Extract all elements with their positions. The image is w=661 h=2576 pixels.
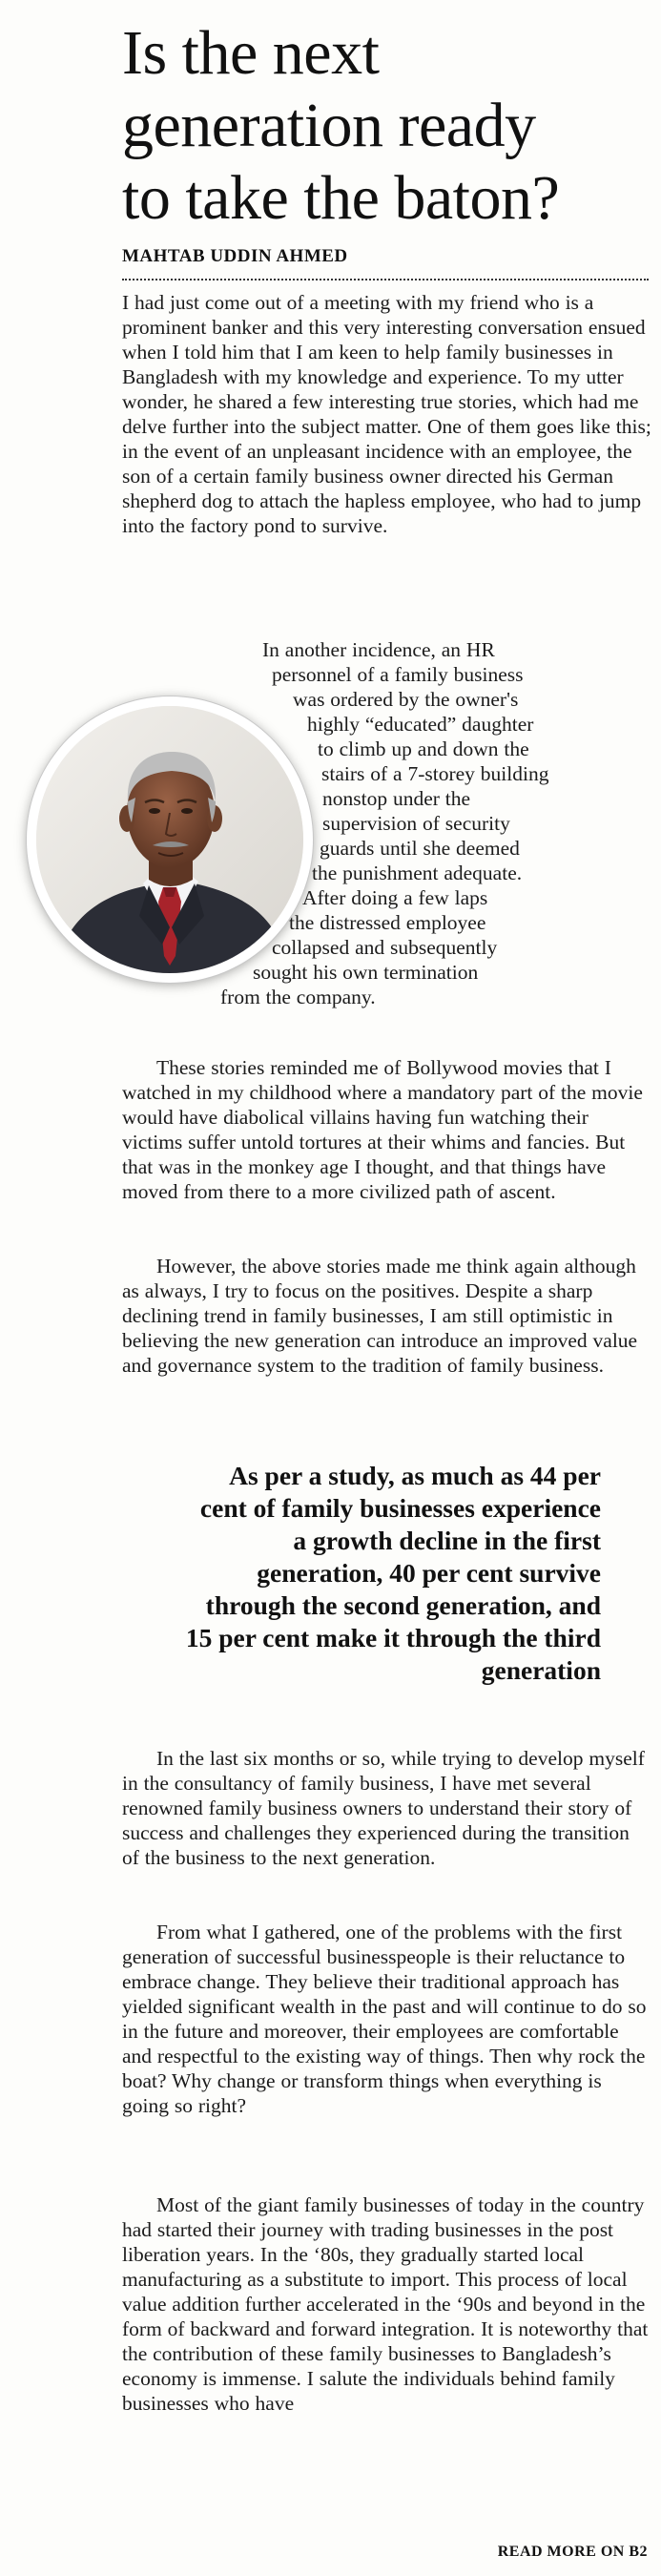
paragraph-5: In the last six months or so, while trying to develop myself in the consultancy of family business, I have met several renowned family business owners to understand their story of success and challenges they experienced during the transition of the business to the next generation.: [122, 1747, 645, 1869]
paragraph-6: From what I gathered, one of the problems with the first generation of successful businesspeople is their reluctance to embrace change. They believe their traditional approach has yielded significant wealth in the past and will continue to do so in the future and moreover, their employees are comfortable and respectful to the existing way of things. Then why rock the boat? Why change or transform things when everything is going so right?: [122, 1921, 647, 2117]
paragraph-2-line: In another incidence, an HR: [262, 638, 495, 661]
paragraph-3: These stories reminded me of Bollywood movies that I watched in my childhood where a mandatory part of the movie would have diabolical villains having fun watching their victims suffer untold tortures at their whims and fancies. But that was in the monkey age I thought, and that things have moved from there to a more civilized path of ascent.: [122, 1056, 643, 1203]
paragraph-1: I had just come out of a meeting with my friend who is a prominent banker and this very interesting conversation ensued when I told him that I am keen to help family businesses in Bangladesh with my knowledge and experience. To my utter wonder, he shared a few interesting true stories, which had me delve further into the subject matter. One of them goes like this; in the event of an unpleasant incidence with an employee, the son of a certain family business owner directed his German shepherd dog to attach the hapless employee, who had to jump into the factory pond to survive.: [122, 291, 651, 537]
headline: [122, 17, 656, 235]
paragraph-2-line: collapsed and subsequently: [272, 936, 498, 959]
paragraph-2-line: highly “educated” daughter: [307, 713, 534, 736]
paragraph-2-line: the punishment adequate.: [312, 862, 523, 884]
paragraph-2-line: guards until she deemed: [320, 837, 520, 860]
read-more-link[interactable]: READ MORE ON B2: [497, 2544, 648, 2560]
paragraph-4: However, the above stories made me think again although as always, I try to focus on the positives. Despite a sharp declining trend in family businesses, I am still optimistic in believing the new generation can introduce an improved value and governance system to the tradition of family business.: [122, 1255, 638, 1377]
byline-divider: [122, 279, 649, 280]
headline-line-1: Is the next: [122, 18, 380, 88]
paragraph-2-line: supervision of security: [322, 812, 510, 835]
paragraph-2-line: from the company.: [220, 986, 376, 1008]
paragraph-7: Most of the giant family businesses of today in the country had started their journey with trading businesses in the post liberation years. In the ‘80s, they gradually started local manufacturing as a substitute to import. This process of local value addition further accelerated in the ‘90s and beyond in the form of backward and forward integration. It is noteworthy that the contribution of these family businesses to Bangladesh’s economy is immense. I salute the individuals behind family businesses who have: [122, 2193, 649, 2415]
byline: MAHTAB UDDIN AHMED: [122, 246, 348, 266]
paragraph-2-line: the distressed employee: [289, 911, 486, 934]
paragraph-2-line: personnel of a family business: [272, 663, 524, 686]
pull-quote: As per a study, as much as 44 per cent of family businesses experience a growth decline in the first generation, 40 per cent survive through the second generation, and 15 per cent make it through the third generation: [185, 1461, 601, 1685]
paragraph-2-line: stairs of a 7-storey building: [321, 762, 549, 785]
paragraph-2-line: sought his own termination: [253, 961, 479, 984]
paragraph-2-line: nonstop under the: [322, 787, 471, 810]
headline-line-3: to take the baton?: [122, 163, 560, 233]
paragraph-2-line: After doing a few laps: [302, 886, 488, 909]
paragraph-2: [220, 637, 653, 1009]
paragraph-2-line: was ordered by the owner's: [293, 688, 519, 711]
paragraph-2-line: to climb up and down the: [318, 737, 529, 760]
headline-line-2: generation ready: [122, 91, 536, 160]
